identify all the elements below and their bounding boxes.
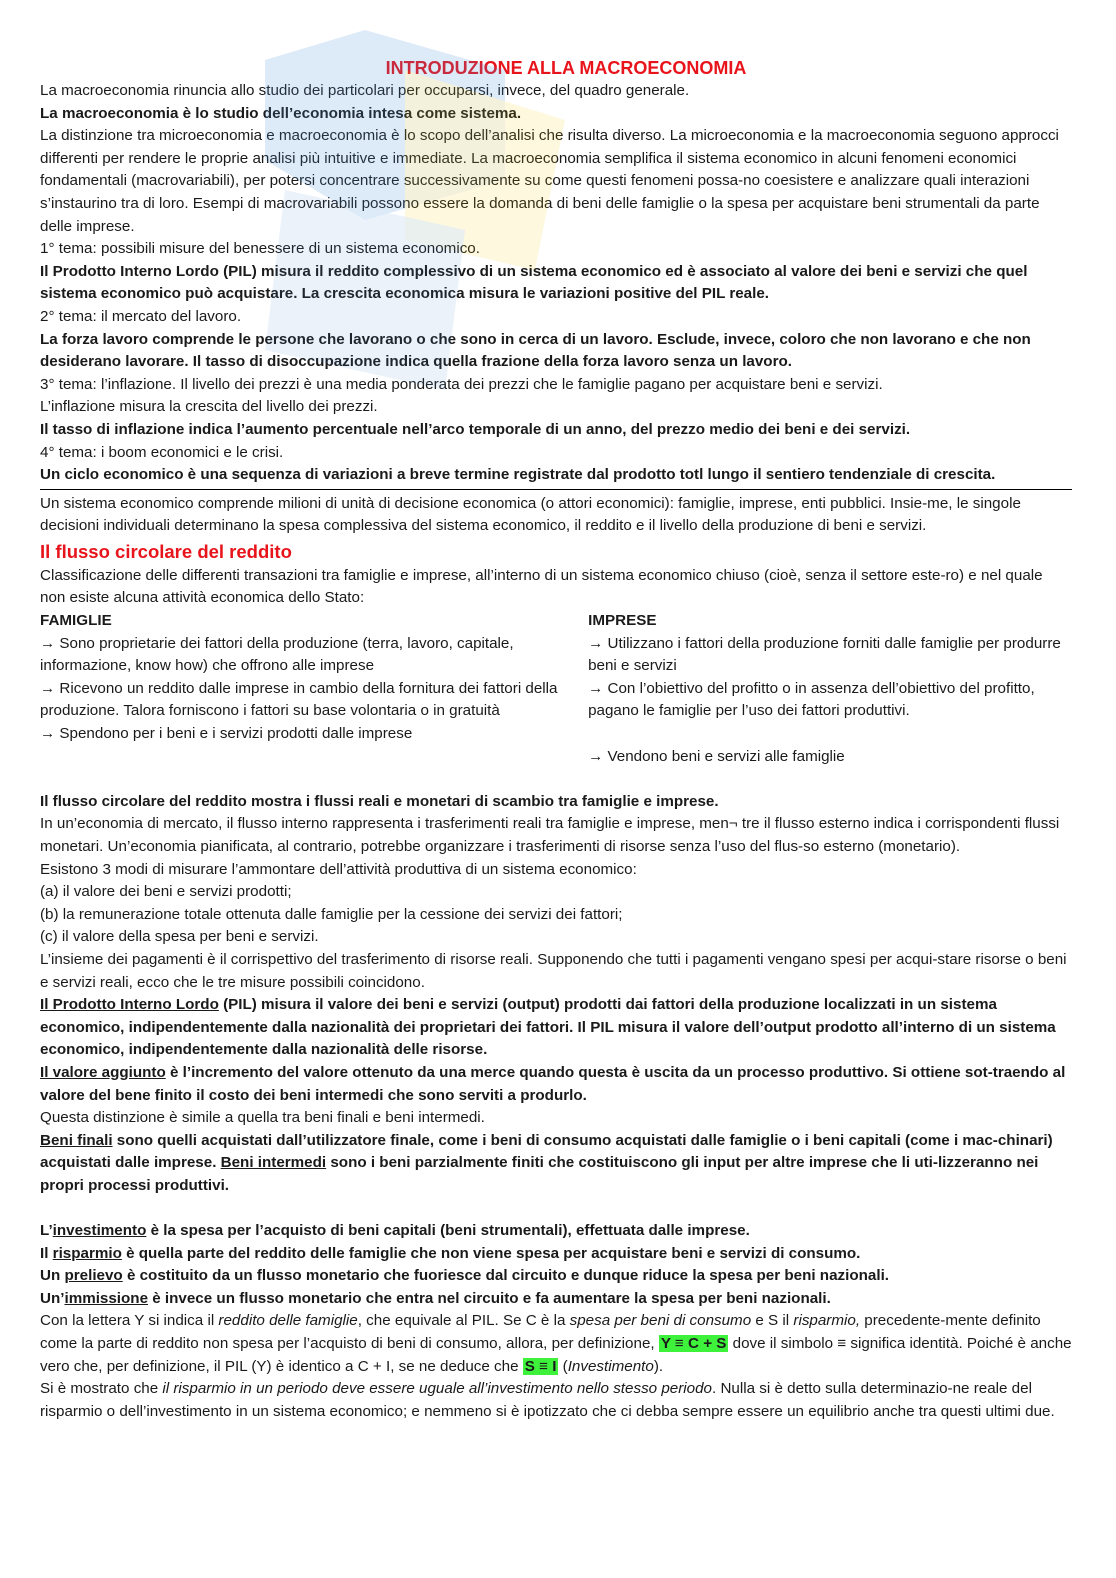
definition bbox=[40, 1243, 1072, 1266]
page-title: INTRODUZIONE ALLA MACROECONOMIA bbox=[385, 58, 747, 78]
list-item: (a) il valore dei beni e servizi prodotti; bbox=[40, 883, 292, 901]
text: precedente-mente definito come la parte di reddito non spesa per l’acquisto di beni di consumo, allora, per definizione, bbox=[40, 1312, 1041, 1353]
text: sono i beni parzialmente finiti che costituiscono gli input per altre imprese che li uti-lizzeranno nei propri processi produttivi. bbox=[40, 1154, 1039, 1194]
paragraph bbox=[40, 1130, 1072, 1198]
paragraph: La macroeconomia rinuncia allo studio dei particolari per occuparsi, invece, del quadro generale. bbox=[40, 82, 690, 99]
text: , che equivale al PIL. Se C è la bbox=[357, 1312, 570, 1330]
list-item: (b) la remunerazione totale ottenuta dalle famiglie per la cessione dei servizi dei fattori; bbox=[40, 905, 623, 923]
text: sono quelli acquistati dall’utilizzatore finale, come i beni di consumo acquistati dalle famiglie o i beni capitali (come i mac-chinari) acquistati dalle imprese. bbox=[40, 1131, 1053, 1172]
famiglie-column bbox=[40, 610, 588, 768]
topic-line: 1° tema: possibili misure del benessere di un sistema economico. bbox=[40, 240, 480, 258]
list-item: → Vendono beni e servizi alle famiglie bbox=[588, 747, 845, 765]
term: immissione bbox=[64, 1289, 149, 1307]
list-item: → Spendono per i beni e i servizi prodotti dalle imprese bbox=[40, 725, 413, 743]
text: è costituito da un flusso monetario che fuoriesce dal circuito e dunque riduce la spesa per beni nazionali. bbox=[122, 1267, 890, 1285]
paragraph: Il flusso circolare del reddito mostra i flussi reali e monetari di scambio tra famiglie e imprese. bbox=[40, 792, 719, 810]
column-heading: IMPRESE bbox=[588, 612, 657, 630]
section-heading: Il flusso circolare del reddito bbox=[40, 540, 292, 562]
text: e S il bbox=[751, 1312, 794, 1330]
text: è quella parte del reddito delle famiglie che non viene spesa per acquistare beni e servizi di consumo. bbox=[121, 1244, 861, 1262]
text: ( bbox=[558, 1357, 568, 1375]
paragraph: Il tasso di inflazione indica l’aumento percentuale nell’arco temporale di un anno, del prezzo medio dei beni e dei servizi. bbox=[40, 420, 911, 438]
topic-line: 3° tema: l’inflazione. Il livello dei prezzi è una media ponderata dei prezzi che le famiglie pagano per acquistare beni e servizi. bbox=[40, 375, 883, 393]
paragraph bbox=[40, 1310, 1072, 1378]
list-item: (c) il valore della spesa per beni e servizi. bbox=[40, 928, 319, 946]
paragraph: Un ciclo economico è una sequenza di variazioni a breve termine registrate dal prodotto totl lungo il sentiero tendenziale di crescita. bbox=[40, 466, 996, 484]
paragraph bbox=[40, 1378, 1072, 1423]
term: Il Prodotto Interno Lordo bbox=[40, 996, 219, 1014]
text: ). bbox=[653, 1357, 664, 1375]
list-item: → Utilizzano i fattori della produzione forniti dalle famiglie per produrre beni e servizi bbox=[588, 634, 1061, 675]
comparison-columns bbox=[40, 610, 1072, 768]
term: Beni finali bbox=[40, 1131, 113, 1149]
paragraph: Un sistema economico comprende milioni di unità di decisione economica (o attori economici): famiglie, imprese, enti pubblici. Insie-me, le singole decisioni individuali determinano la spesa complessiva del sistema economico, il reddito e il livello della produzione di beni e servizi. bbox=[40, 494, 1021, 535]
text: Investimento bbox=[567, 1357, 654, 1375]
paragraph: In un’economia di mercato, il flusso interno rappresenta i trasferimenti reali tra famiglie e imprese, men¬ tre il flusso esterno indica i corrispondenti flussi monetari. Un’economia pianificata, al contrario, potrebbe organizzare i trasferimenti di risorse senza l’uso del flus-so esterno (monetario). bbox=[40, 815, 1060, 855]
paragraph: La forza lavoro comprende le persone che lavorano o che sono in cerca di un lavoro. Esclude, invece, coloro che non lavorano e che non desiderano lavorare. Il tasso di disoccupazione indica quella frazione della forza lavoro senza un lavoro. bbox=[40, 330, 1031, 371]
text: è invece un flusso monetario che entra nel circuito e fa aumentare la spesa per beni nazionali. bbox=[148, 1289, 831, 1307]
term: investimento bbox=[52, 1222, 147, 1240]
divider bbox=[40, 489, 1072, 490]
text: è l’incremento del valore ottenuto da una merce quando questa è uscita da un processo produttivo. Si ottiene sot-traendo al valore del bene finito il costo dei beni intermedi che sono serviti a produrlo. bbox=[40, 1063, 1066, 1104]
list-item: → Ricevono un reddito dalle imprese in cambio della fornitura dei fattori della produzione. Talora forniscono i fattori su base volontaria o in gratuità bbox=[40, 679, 558, 720]
identity-highlight: Y ≡ C + S bbox=[660, 1335, 727, 1353]
term: Il valore aggiunto bbox=[40, 1063, 166, 1081]
definition bbox=[40, 1288, 1072, 1311]
paragraph: La distinzione tra microeconomia e macroeconomia è lo scopo dell’analisi che risulta diverso. La microeconomia e la macroeconomia seguono approcci differenti per rendere le proprie analisi più intuitive e immediate. La macroeconomia semplifica il sistema economico in alcuni fenomeni economici fondamentali (macrovariabili), per potersi concentrare successivamente su come questi fenomeni possa-no coesistere e analizzare quali interazioni s’instaurino tra di loro. Esempi di macrovariabili possono essere la domanda di beni delle famiglie o la spesa per acquistare beni strumentali da parte delle imprese. bbox=[40, 127, 1059, 235]
paragraph: Questa distinzione è simile a quella tra beni finali e beni intermedi. bbox=[40, 1109, 485, 1127]
text: L’ bbox=[40, 1222, 53, 1240]
definition bbox=[40, 1265, 1072, 1288]
definition bbox=[40, 1220, 1072, 1243]
paragraph bbox=[40, 994, 1072, 1062]
text: Si è mostrato che bbox=[40, 1380, 163, 1398]
term: Beni intermedi bbox=[220, 1154, 327, 1172]
paragraph: Classificazione delle differenti transazioni tra famiglie e imprese, all’interno di un sistema economico chiuso (cioè, senza il settore este-ro) e nel quale non esiste alcuna attività economica dello Stato: bbox=[40, 566, 1043, 607]
text: . Nulla si è detto sulla determinazio-ne reale del risparmio o dell’investimento in un sistema economico; e nemmeno si è ipotizzato che ci debba sempre essere un equilibrio anche tra questi ultimi due. bbox=[40, 1380, 1055, 1420]
column-heading: FAMIGLIE bbox=[40, 612, 112, 630]
text: risparmio, bbox=[793, 1312, 861, 1330]
paragraph: Il Prodotto Interno Lordo (PIL) misura il reddito complessivo di un sistema economico ed è associato al valore dei beni e servizi che quel sistema economico può acquistare. La crescita economica misura le variazioni positive del PIL reale. bbox=[40, 262, 1028, 303]
topic-line: 4° tema: i boom economici e le crisi. bbox=[40, 443, 284, 461]
text: dove il simbolo ≡ significa identità. Poiché è anche vero che, per definizione, il PIL (Y) è identico a C + I, se ne deduce che bbox=[40, 1335, 1072, 1375]
text: (PIL) misura il valore dei beni e servizi (output) prodotti dai fattori della produzione localizzati in un sistema economico, indipendentemente dalla nazionalità dei proprietari dei fattori. Il PIL misura il valore dell’output prodotto all’interno di un sistema economico, indipendentemente dalla nazionalità delle risorse. bbox=[40, 996, 1056, 1059]
text: Il bbox=[40, 1244, 53, 1262]
paragraph: Esistono 3 modi di misurare l’ammontare dell’attività produttiva di un sistema economico: bbox=[40, 860, 637, 878]
identity-highlight: S ≡ I bbox=[524, 1357, 557, 1375]
text: spesa per beni di consumo bbox=[569, 1312, 752, 1330]
text: il risparmio in un periodo deve essere uguale all’investimento nello stesso periodo bbox=[162, 1380, 712, 1398]
text: reddito delle famiglie bbox=[218, 1312, 358, 1330]
paragraph: L’insieme dei pagamenti è il corrispettivo del trasferimento di risorse reali. Supponendo che tutti i pagamenti vengano spesi per acqui-stare risorse o beni e servizi reali, ecco che le tre misure possibili coincidono. bbox=[40, 950, 1067, 991]
paragraph: L’inflazione misura la crescita del livello dei prezzi. bbox=[40, 398, 378, 416]
paragraph: La macroeconomia è lo studio dell’economia intesa come sistema. bbox=[40, 104, 522, 122]
text: Un bbox=[40, 1267, 65, 1285]
imprese-column bbox=[588, 610, 1072, 768]
text: Un’ bbox=[40, 1289, 65, 1307]
text: Con la lettera Y si indica il bbox=[40, 1312, 219, 1330]
text: è la spesa per l’acquisto di beni capitali (beni strumentali), effettuata dalle imprese. bbox=[146, 1222, 750, 1240]
topic-line: 2° tema: il mercato del lavoro. bbox=[40, 307, 242, 325]
paragraph bbox=[40, 1062, 1072, 1107]
term: risparmio bbox=[52, 1244, 122, 1262]
term: prelievo bbox=[64, 1267, 123, 1285]
list-item: → Sono proprietarie dei fattori della produzione (terra, lavoro, capitale, informazione, know how) che offrono alle imprese bbox=[40, 634, 514, 675]
list-item: → Con l’obiettivo del profitto o in assenza dell’obiettivo del profitto, pagano le famiglie per l’uso dei fattori produttivi. bbox=[588, 679, 1035, 720]
